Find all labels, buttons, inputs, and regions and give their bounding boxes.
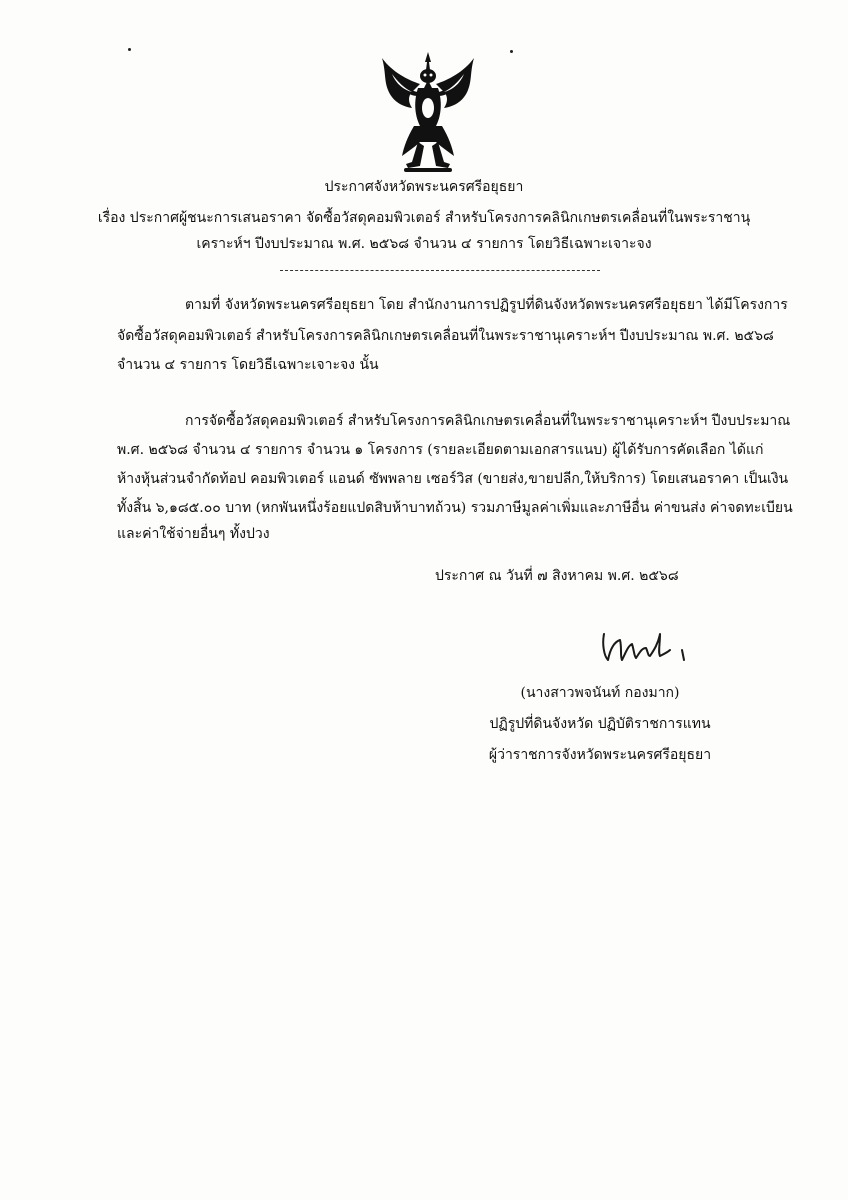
paragraph-1-line-3: จำนวน ๔ รายการ โดยวิธีเฉพาะเจาะจง นั้น — [117, 357, 379, 373]
paragraph-2-line-5: และค่าใช้จ่ายอื่นๆ ทั้งปวง — [117, 526, 270, 542]
paragraph-2-line-4: ทั้งสิ้น ๖,๑๘๕.๐๐ บาท (หกพันหนึ่งร้อยแปดสิบห้าบาทถ้วน) รวมภาษีมูลค่าเพิ่มและภาษีอื่น ค่าขนส่ง ค่าจดทะเบียน — [117, 500, 793, 516]
subject-line-1: เรื่อง ประกาศผู้ชนะการเสนอราคา จัดซื้อวัสดุคอมพิวเตอร์ สำหรับโครงการคลินิกเกษตรเคลื่อนที่ในพระราชานุ — [97, 210, 751, 226]
subject-line-2: เคราะห์ฯ ปีงบประมาณ พ.ศ. ๒๕๖๘ จำนวน ๔ รายการ โดยวิธีเฉพาะเจาะจง — [196, 236, 652, 252]
paragraph-1-line-2: จัดซื้อวัสดุคอมพิวเตอร์ สำหรับโครงการคลินิกเกษตรเคลื่อนที่ในพระราชานุเคราะห์ฯ ปีงบประมาณ พ.ศ. ๒๕๖๘ — [117, 328, 774, 344]
paragraph-2-line-3: ห้างหุ้นส่วนจำกัดท้อป คอมพิวเตอร์ แอนด์ ซัพพลาย เซอร์วิส (ขายส่ง,ขายปลีก,ให้บริการ) โดยเสนอราคา เป็นเงิน — [117, 471, 789, 487]
signer-position-2: ผู้ว่าราชการจังหวัดพระนครศรีอยุธยา — [488, 747, 712, 763]
paragraph-1-line-1: ตามที่ จังหวัดพระนครศรีอยุธยา โดย สำนักงานการปฏิรูปที่ดินจังหวัดพระนครศรีอยุธยา ได้มีโครงการ — [185, 297, 788, 313]
signer-name: (นางสาวพจนันท์ กองมาก) — [520, 685, 680, 701]
signer-position-1: ปฏิรูปที่ดินจังหวัด ปฏิบัติราชการแทน — [489, 716, 711, 732]
paragraph-2-line-1: การจัดซื้อวัสดุคอมพิวเตอร์ สำหรับโครงการคลินิกเกษตรเคลื่อนที่ในพระราชานุเคราะห์ฯ ปีงบประมาณ — [185, 413, 791, 429]
scan-speck — [128, 48, 131, 51]
announcement-heading: ประกาศจังหวัดพระนครศรีอยุธยา — [324, 179, 524, 195]
scan-speck — [510, 50, 513, 53]
announcement-date: ประกาศ ณ วันที่ ๗ สิงหาคม พ.ศ. ๒๕๖๘ — [435, 568, 679, 584]
garuda-emblem-icon — [378, 50, 478, 175]
paragraph-2-line-2: พ.ศ. ๒๕๖๘ จำนวน ๔ รายการ จำนวน ๑ โครงการ (รายละเอียดตามเอกสารแนบ) ผู้ได้รับการคัดเลือก ได้แก่ — [117, 442, 764, 458]
handwritten-signature — [598, 620, 688, 670]
divider-line — [280, 270, 600, 271]
